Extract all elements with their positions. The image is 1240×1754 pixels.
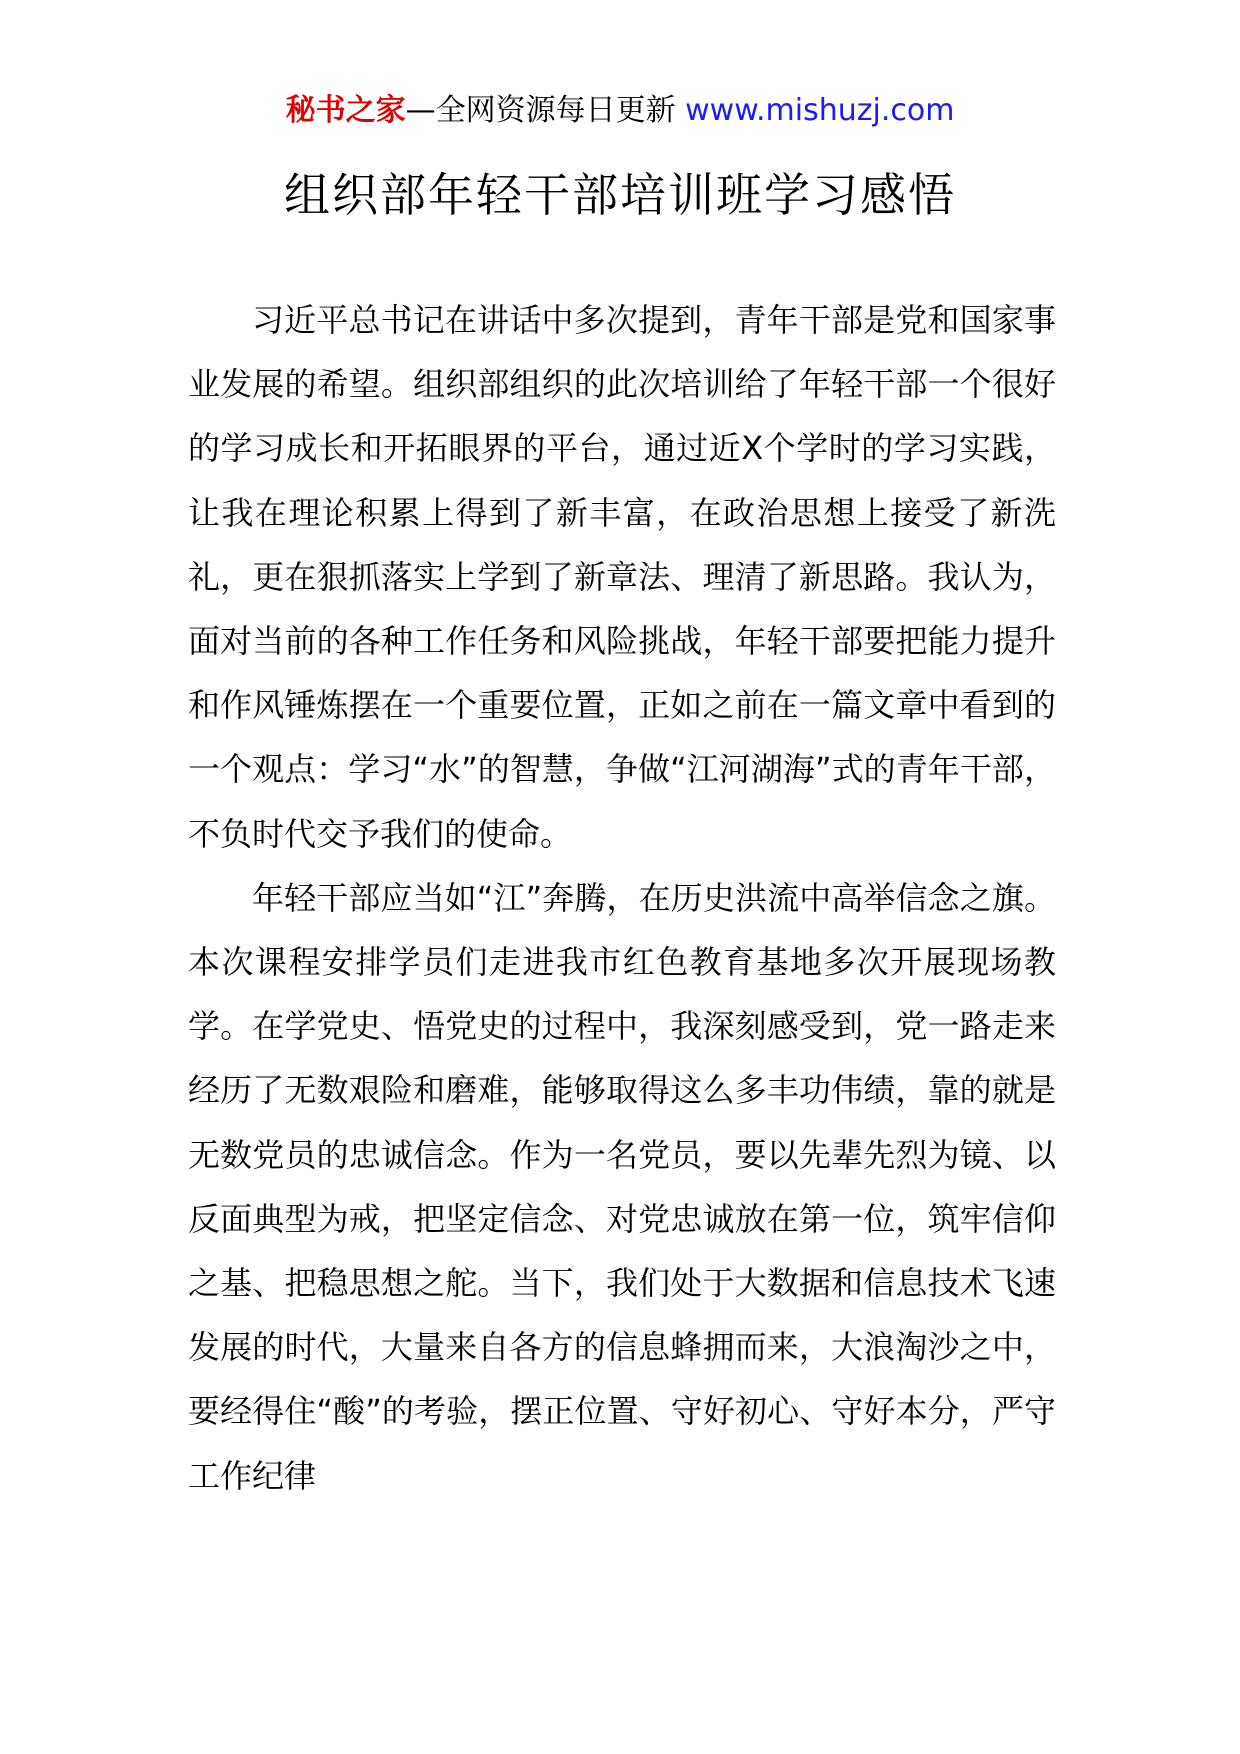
banner-tagline: —全网资源每日更新 (405, 93, 676, 128)
paragraph-2: 年轻干部应当如“江”奔腾，在历史洪流中高举信念之旗。本次课程安排学员们走进我市红色教育基地多次开展现场教学。在学党史、悟党史的过程中，我深刻感受到，党一路走来经历了无数艰险和磨难，能够取得这么多丰功伟绩，靠的就是无数党员的忠诚信念。作为一名党员，要以先辈先烈为镜、以反面典型为戒，把坚定信念、对党忠诚放在第一位，筑牢信仰之基、把稳思想之舵。当下，我们处于大数据和信息技术飞速发展的时代，大量来自各方的信息蜂拥而来，大浪淘沙之中，要经得住“酸”的考验，摆正位置、守好初心、守好本分，严守工作纪律 (188, 878, 1056, 1495)
paragraph-1: 习近平总书记在讲话中多次提到，青年干部是党和国家事业发展的希望。组织部组织的此次培训给了年轻干部一个很好的学习成长和开拓眼界的平台，通过近X个学时的学习实践，让我在理论积累上得到了新丰富，在政治思想上接受了新洗礼，更在狠抓落实上学到了新章法、理清了新思路。我认为，面对当前的各种工作任务和风险挑战，年轻干部要把能力提升和作风锤炼摆在一个重要位置，正如之前在一篇文章中看到的一个观点：学习“水”的智慧，争做“江河湖海”式的青年干部，不负时代交予我们的使命。 (188, 301, 1056, 853)
document-title: 组织部年轻干部培训班学习感悟 (284, 168, 956, 222)
brand-name: 秘书之家 (285, 93, 406, 128)
site-url-link[interactable]: www.mishuzj.com (685, 93, 955, 128)
document-body (188, 288, 1056, 1508)
site-banner (0, 88, 1240, 134)
